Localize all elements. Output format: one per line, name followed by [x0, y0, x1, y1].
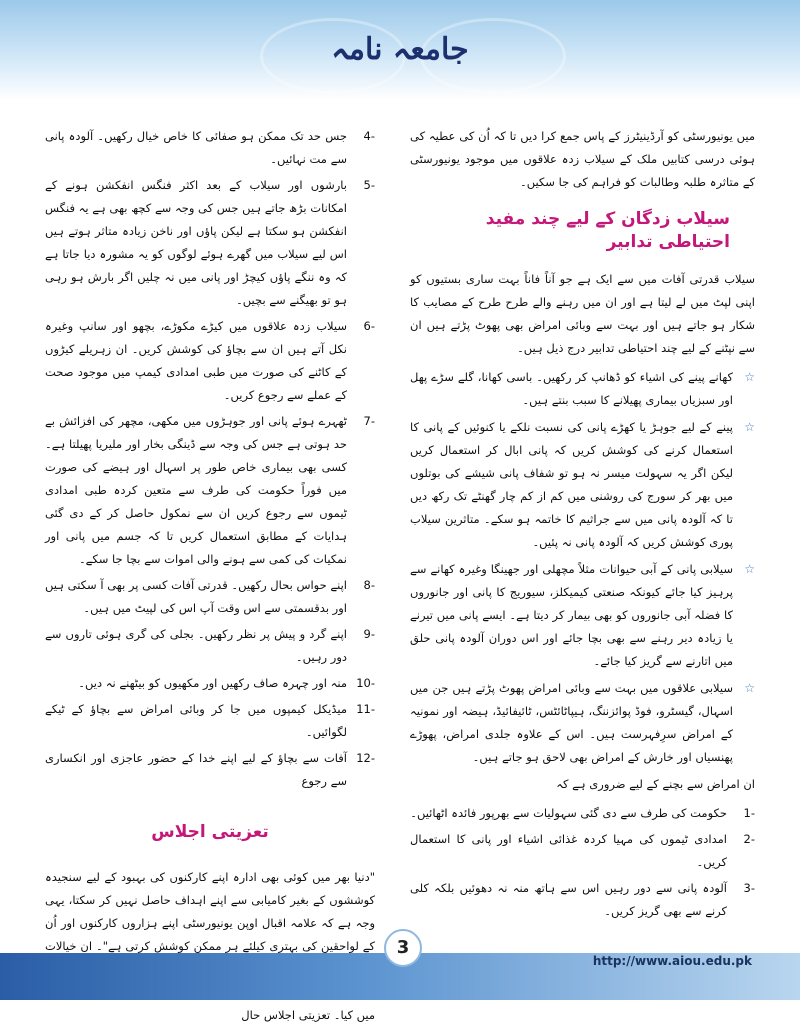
star-bullet-icon: ☆	[744, 562, 755, 576]
masthead-title: جامعہ نامہ	[331, 32, 469, 67]
page-number: 3	[384, 929, 422, 967]
star-bullet-icon: ☆	[744, 681, 755, 695]
section-heading-condolence-meeting: تعزیتی اجلاس	[151, 822, 269, 842]
list-item: -8 اپنے حواس بحال رکھیں۔ قدرتی آفات کسی پر بھی آ سکتی ہیں اور بدقسمتی سے اس وقت آپ اس کی لپیٹ میں ہیں۔	[45, 578, 375, 615]
list-intro: ان امراض سے بچنے کے لیے ضروری ہے کہ	[556, 777, 755, 791]
section-heading-flood-precautions: سیلاب زدگان کے لیے چند مفید احتیاطی تدابیر	[485, 209, 730, 252]
left-column	[45, 125, 375, 1033]
list-item: -11 میڈیکل کیمپوں میں جا کر وبائی امراض سے بچاؤ کے ٹیکے لگوائیں۔	[45, 702, 375, 739]
website-url: http://www.aiou.edu.pk	[592, 954, 752, 968]
list-item: -9 اپنے گرد و پیش پر نظر رکھیں۔ بجلی کی گری ہوئی تاروں سے دور رہیں۔	[45, 627, 375, 664]
body-paragraph: سیلاب قدرتی آفات میں سے ایک ہے جو آناً فاناً بہت ساری بستیوں کو اپنی لپٹ میں لے لیتا ہے اور ان میں رہنے والے طرح طرح کے مصایب کا شکار ہو جاتے ہیں اور بہت سے وبائی امراض بھی پھوٹ پڑتے ہیں ان سے نپٹنے کے لیے چند احتیاطی تدابیر درج ذیل ہیں۔	[410, 272, 755, 355]
right-column	[410, 125, 755, 926]
list-item: -3 آلودہ پانی سے دور رہیں اس سے ہاتھ منہ نہ دھوئیں بلکہ کلی کرنے سے بھی گریز کریں۔	[410, 881, 755, 918]
list-item: -12 آفات سے بچاؤ کے لیے اپنے خدا کے حضور عاجزی اور انکساری سے رجوع	[45, 751, 375, 788]
list-item: -4 جس حد تک ممکن ہو صفائی کا خاص خیال رکھیں۔ آلودہ پانی سے مت نہائیں۔	[45, 129, 375, 166]
list-item: -10 منہ اور چہرہ صاف رکھیں اور مکھیوں کو بیٹھنے نہ دیں۔	[78, 676, 375, 690]
star-bullet-icon: ☆	[744, 420, 755, 434]
list-item: -5 بارشوں اور سیلاب کے بعد اکثر فنگس انفکشن ہونے کے امکانات بڑھ جاتے ہیں جس کی وجہ سے کچھ بھی ہے یہ فنگس انفکشن ہو سکتا ہے لیکن پاؤں اور ناخن زیادہ متاثر ہوتے ہیں اس لیے سیلاب میں گھرے ہوئے لوگوں کو یہ مشورہ دیا جاتا ہے کہ وہ ننگے پاؤں کیچڑ اور پانی میں نہ چلیں اگر بارش ہو رہی ہو تو بھیگنے سے بچیں۔	[45, 178, 375, 307]
intro-paragraph: میں یونیورسٹی کو آرڈینیٹرز کے پاس جمع کرا دیں تا کہ اُن کی عطیہ کی ہوئی درسی کتابیں ملک کے سیلاب زدہ علاقوں میں موجود یونیورسٹی کے متاثرہ طلبہ وطالبات کو فراہم کی جا سکیں۔	[410, 129, 755, 189]
bullet-list	[410, 366, 755, 769]
star-bullet-icon: ☆	[744, 370, 755, 384]
list-item: -7 ٹھہرے ہوئے پانی اور جوہڑوں میں مکھی، مچھر کی افزائش بے حد ہوتی ہے جس کی وجہ سے ڈینگی بخار اور ملیریا پھیلتا ہے۔ کسی بھی بیماری خاص طور پر اسہال اور ہیضے کی صورت میں فوراً حکومت کی طرف سے متعین کردہ طبی امدادی ٹیموں سے رجوع کریں ان سے نمکول حاصل کر کے دی گئی ہدایات کے مطابق استعمال کریں تا کہ جسم میں پانی اور نمکیات کی کمی سے ہونے والی اموات سے بچا جا سکے۔	[45, 414, 375, 566]
list-item: -1 حکومت کی طرف سے دی گئی سہولیات سے بھرپور فائدہ اٹھائیں۔	[410, 806, 755, 820]
numbered-list	[410, 802, 755, 923]
list-item: ☆ سیلابی علاقوں میں بہت سے وبائی امراض پھوٹ پڑتے ہیں جن میں اسہال، گیسٹرو، فوڈ پوائزننگ، ہیپاٹائٹس، ٹائیفائیڈ، ہیضہ اور نمونیہ کے امراض سرِفہرست ہیں۔ اس کے علاوہ جلدی امراض، پھوڑے پھنسیاں اور خارش کے امراض بھی لاحق ہو جاتے ہیں۔	[410, 677, 755, 769]
list-item: -6 سیلاب زدہ علاقوں میں کیڑے مکوڑے، بچھو اور سانپ وغیرہ نکل آتے ہیں ان سے بچاؤ کی کوشش کریں۔ ان زہریلے کیڑوں کے کاٹنے کی صورت میں طبی امدادی کیمپ میں موجود صحت کے عملے سے رجوع کریں۔	[45, 319, 375, 402]
list-item: -2 امدادی ٹیموں کی مہیا کردہ غذائی اشیاء اور پانی کا استعمال کریں۔	[410, 832, 755, 869]
header-banner	[0, 0, 800, 100]
list-item: ☆ پینے کے لیے جوہڑ یا کھڑے پانی کی نسبت نلکے یا کنوئیں کے پانی کا استعمال کرنے کی کوشش کریں کہ پانی ابال کر استعمال کریں لیکن اگر یہ سہولت میسر نہ ہو تو شفاف پانی شیشے کی بوتلوں میں بھر کر سورج کی روشنی میں کم از کم چار گھنٹے تک رکھ دیں تا کہ آلودہ پانی میں سے جراثیم کا خاتمہ ہو سکے۔ متاثرین سیلاب پوری کوشش کریں کہ آلودہ پانی نہ پئیں۔	[410, 416, 755, 554]
list-item: ☆ کھانے پینے کی اشیاء کو ڈھانپ کر رکھیں۔ باسی کھانا، گلے سڑے پھل اور سبزیاں بیماری پھیلانے کا سبب بنتے ہیں۔	[410, 366, 755, 412]
list-item: ☆ سیلابی پانی کے آبی حیوانات مثلاً مچھلی اور جھینگا وغیرہ کھانے سے پرہیز کیا جائے کیونکہ صنعتی کیمیکلز، سیوریج کا پانی اور جانوروں کا فضلہ آبی جانوروں کو بھی بیمار کر دیتا ہے۔ ایسے پانی میں تیرنے یا زیادہ دیر رہنے سے بھی بچا جائے اور اس دوران آلودہ پانی حلق میں اتارنے سے گریز کیا جائے۔	[410, 558, 755, 673]
numbered-list	[45, 125, 375, 793]
body-paragraph: "دنیا بھر میں کوئی بھی ادارہ اپنے کارکنوں کی بہبود کے لیے سنجیدہ کوششوں کے بغیر کامیابی سے اپنے اہداف حاصل نہیں کر سکتا، یہی وجہ ہے کہ علامہ اقبال اوپن یونیورسٹی اپنے ہزاروں کارکنوں اور اُن کے لواحقین کی بہتری کیلئے ہر ممکن کوشش کرتی ہے"۔ ان خیالات میں کیا۔ تعزیتی اجلاس حال	[45, 870, 375, 1022]
